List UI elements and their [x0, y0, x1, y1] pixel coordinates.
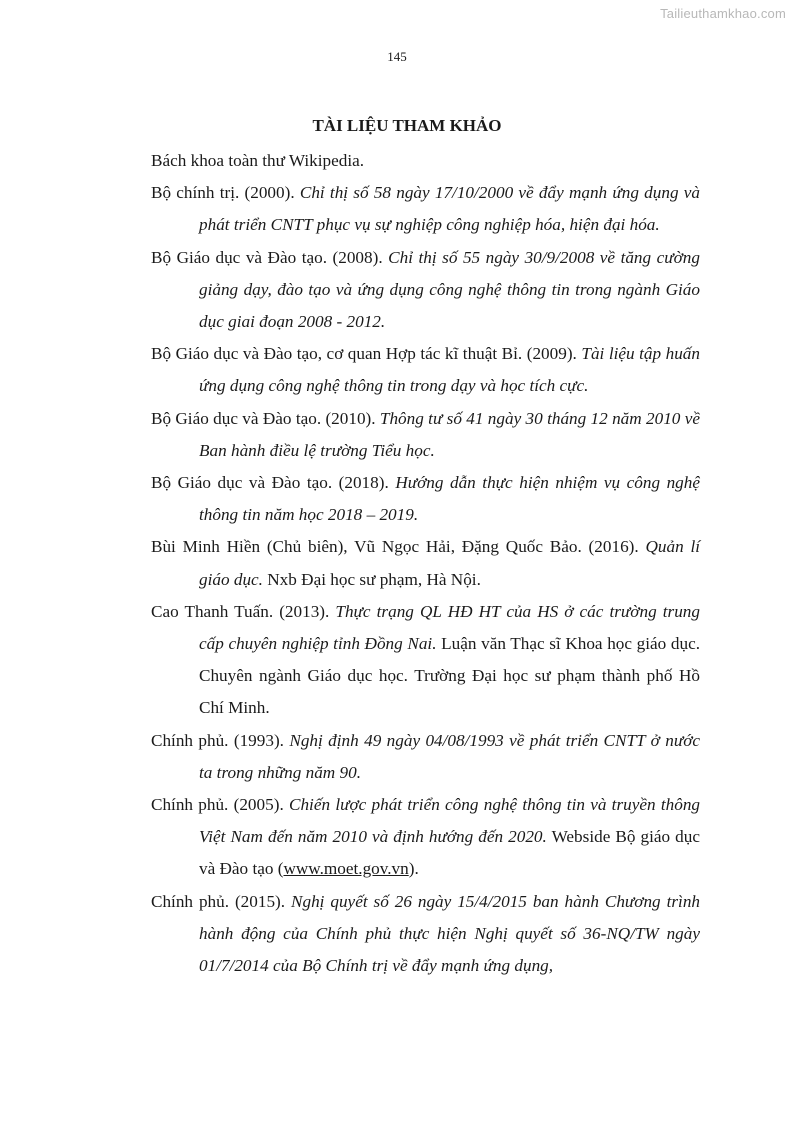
- reference-author: Bùi Minh Hiền (Chủ biên), Vũ Ngọc Hải, Đặng Quốc Bảo. (2016).: [151, 537, 646, 557]
- reference-details: Nxb Đại học sư phạm, Hà Nội.: [262, 569, 481, 589]
- reference-item: [151, 338, 700, 402]
- reference-author: Chính phủ. (2015).: [151, 891, 292, 911]
- reference-title: Hướng dẫn thực hiện nhiệm vụ công nghệ thông tin năm học 2018 – 2019.: [199, 473, 700, 525]
- reference-author: Bộ Giáo dục và Đào tạo. (2018).: [151, 473, 396, 493]
- reference-title: Nghị định 49 ngày 04/08/1993 về phát triển CNTT ở nước ta trong những năm 90.: [199, 730, 700, 782]
- reference-details: Webside Bộ giáo dục và Đào tạo (: [199, 827, 700, 879]
- reference-title: Chỉ thị số 58 ngày 17/10/2000 về đẩy mạnh ứng dụng và phát triển CNTT phục vụ sự nghiệp công nghiệp hóa, hiện đại hóa.: [199, 183, 700, 235]
- reference-author: Bộ chính trị. (2000).: [151, 183, 300, 203]
- reference-item: [151, 403, 700, 467]
- reference-author: Chính phủ. (1993).: [151, 730, 290, 750]
- reference-author: Bộ Giáo dục và Đào tạo. (2010).: [151, 408, 380, 428]
- page-number: 145: [387, 49, 407, 64]
- reference-author: Cao Thanh Tuấn. (2013).: [151, 601, 336, 621]
- reference-item: [151, 789, 700, 886]
- reference-author: Bộ Giáo dục và Đào tạo. (2008).: [151, 247, 389, 267]
- moet-website-link[interactable]: www.moet.gov.vn: [283, 859, 409, 879]
- reference-author: Bách khoa toàn thư Wikipedia.: [151, 151, 365, 170]
- page-title: TÀI LIỆU THAM KHẢO: [312, 116, 502, 135]
- reference-item: [151, 145, 700, 177]
- reference-title: Quản lí giáo dục.: [199, 537, 700, 589]
- watermark: Tailieuthamkhao.com: [660, 6, 786, 21]
- reference-item: [151, 531, 700, 595]
- reference-item: [151, 177, 700, 241]
- reference-item: [151, 886, 700, 983]
- reference-item: [151, 467, 700, 531]
- reference-item: [151, 242, 700, 339]
- reference-title: Thực trạng QL HĐ HT của HS ở các trường trung cấp chuyên nghiệp tỉnh Đồng Nai.: [199, 601, 700, 654]
- reference-title: Chiến lược phát triển công nghệ thông tin và truyền thông Việt Nam đến năm 2010 và định hướng đến 2020.: [199, 795, 701, 847]
- reference-item: [151, 725, 700, 789]
- reference-list: [151, 145, 700, 982]
- reference-title: Thông tư số 41 ngày 30 tháng 12 năm 2010 về Ban hành điều lệ trường Tiểu học.: [199, 408, 700, 460]
- reference-author: Chính phủ. (2005).: [151, 795, 289, 815]
- reference-details: Luận văn Thạc sĩ Khoa học giáo dục. Chuyên ngành Giáo dục học. Trường Đại học sư phạm thành phố Hồ Chí Minh.: [199, 634, 700, 718]
- reference-author: Bộ Giáo dục và Đào tạo, cơ quan Hợp tác kĩ thuật Bỉ. (2009).: [151, 344, 582, 364]
- reference-details-tail: ).: [408, 859, 419, 879]
- reference-title: Tài liệu tập huấn ứng dụng công nghệ thông tin trong dạy và học tích cực.: [199, 344, 700, 396]
- reference-title: Nghị quyết số 26 ngày 15/4/2015 ban hành Chương trình hành động của Chính phủ thực hiện Nghị quyết số 36-NQ/TW ngày 01/7/2014 của Bộ Chính trị về đẩy mạnh ứng dụng,: [199, 891, 701, 976]
- reference-item: [151, 596, 700, 725]
- reference-title: Chỉ thị số 55 ngày 30/9/2008 về tăng cường giảng dạy, đào tạo và ứng dụng công nghệ thông tin trong ngành Giáo dục giai đoạn 2008 - 2012.: [199, 247, 700, 332]
